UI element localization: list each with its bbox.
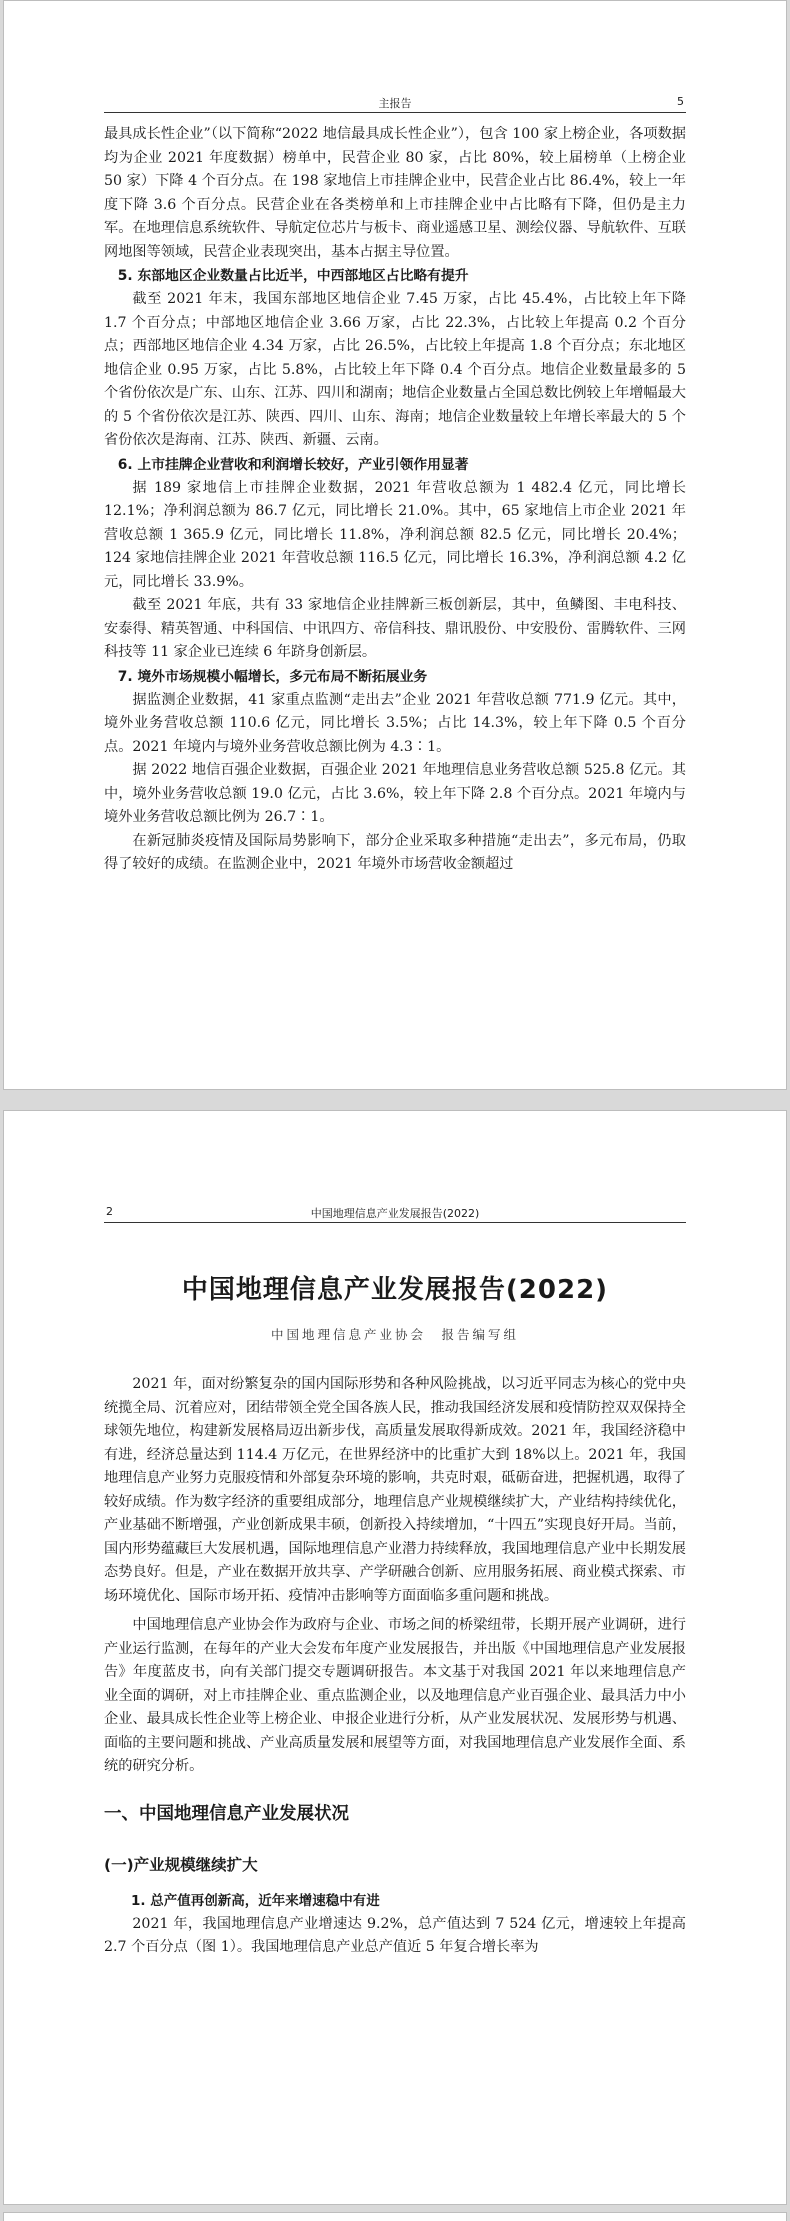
section-heading: (一)产业规模继续扩大 [104,1855,258,1874]
paragraph: 在新冠肺炎疫情及国际局势影响下，部分企业采取多种措施“走出去”，多元布局，仍取得了较好的成绩。在监测企业中，2021 年境外市场营收金额超过 [104,832,686,872]
section-heading: 6. 上市挂牌企业营收和利润增长较好，产业引领作用显著 [117,456,469,473]
header-title: 主报告 [378,97,412,110]
report-title: 中国地理信息产业发展报告(2022) [181,1275,609,1305]
page-number: 5 [677,95,684,108]
paragraph: 2021 年，我国地理信息产业增速达 9.2%，总产值达到 7 524 亿元，增速较上年提高 2.7 个百分点（图 1）。我国地理信息产业总产值近 5 年复合增长率为 [104,1915,686,1955]
running-header [104,1205,686,1223]
chapter-heading: 一、中国地理信息产业发展状况 [104,1803,349,1824]
next-page-edge [3,2212,787,2221]
page-number: 2 [106,1205,113,1218]
paragraph: 2021 年，面对纷繁复杂的国内国际形势和各种风险挑战，以习近平同志为核心的党中央统揽全局、沉着应对，团结带领全党全国各族人民，推动我国经济发展和疫情防控双双保持全球领先地位，构建新发展格局迈出新步伐，高质量发展取得新成效。2021 年，我国经济稳中有进，经济总量达到 114.4 万亿元，在世界经济中的比重扩大到 18%以上。2021 年，我国地理信息产业努力克服疫情和外部复杂环境的影响，共克时艰，砥砺奋进，把握机遇，取得了较好成绩。作为数字经济的重要组成部分，地理信息产业规模继续扩大，产业结构持续优化，产业基础不断增强，产业创新成果丰硕，创新投入持续增加，“十四五”实现良好开局。当前，国内形势蕴藏巨大发展机遇，国际地理信息产业潜力持续释放，我国地理信息产业中长期发展态势良好。但是，产业在数据开放共享、产学研融合创新、应用服务拓展、商业模式探索、市场环境优化、国际市场开拓、疫情冲击影响等方面面临多重问题和挑战。 [104,1376,687,1604]
report-author: 中国地理信息产业协会 报告编写组 [270,1327,519,1342]
page-body [104,123,686,877]
paragraph: 据 189 家地信上市挂牌企业数据，2021 年营收总额为 1 482.4 亿元，同比增长 12.1%；净利润总额为 86.7 亿元，同比增长 21.0%。其中，65 家地信上市企业 2021 年营收总额 1 365.9 亿元，同比增长 11.8%，净利润总额 82.5 亿元，同比增长 20.4%；124 家地信挂牌企业 2021 年营收总额 116.5 亿元，同比增长 16.3%，净利润总额 4.2 亿元，同比增长 33.9%。 [104,479,686,590]
paragraph: 中国地理信息产业协会作为政府与企业、市场之间的桥梁纽带，长期开展产业调研，进行产业运行监测，在每年的产业大会发布年度产业发展报告，并出版《中国地理信息产业发展报告》年度蓝皮书，向有关部门提交专题调研报告。本文基于对我国 2021 年以来地理信息产业全面的调研，对上市挂牌企业、重点监测企业，以及地理信息产业百强企业、最具活力中小企业、最具成长性企业等上榜企业、申报企业进行分析，从产业发展状况、发展形势与机遇、面临的主要问题和挑战、产业高质量发展和展望等方面，对我国地理信息产业发展作全面、系统的研究分析。 [104,1617,686,1774]
section-heading: 5. 东部地区企业数量占比近半，中西部地区占比略有提升 [117,268,469,284]
section-heading: 7. 境外市场规模小幅增长，多元布局不断拓展业务 [117,668,428,685]
running-header [104,95,686,113]
report-page-5 [3,0,787,1090]
report-page-2 [3,1110,787,2205]
page-body [104,1373,686,1960]
paragraph: 截至 2021 年末，我国东部地区地信企业 7.45 万家，占比 45.4%，占比较上年下降 1.7 个百分点；中部地区地信企业 3.66 万家，占比 22.3%，占比较上年提高 0.2 个百分点；西部地区地信企业 4.34 万家，占比 26.5%，占比较上年提高 1.8 个百分点；东北地区地信企业 0.95 万家，占比 5.8%，占比较上年下降 0.4 个百分点。地信企业数量最多的 5 个省份依次是广东、山东、江苏、四川和湖南；地信企业数量占全国总数比例较上年增幅最大的 5 个省份依次是江苏、陕西、四川、山东、海南；地信企业数量较上年增长率最大的 5 个省份依次是海南、江苏、陕西、新疆、云南。 [104,291,686,448]
subsection-heading: 1. 总产值再创新高，近年来增速稳中有进 [131,1892,380,1909]
paragraph: 最具成长性企业”（以下简称“2022 地信最具成长性企业”），包含 100 家上榜企业，各项数据均为企业 2021 年度数据）榜单中，民营企业 80 家，占比 80%，较上届榜单（上榜企业 50 家）下降 4 个百分点。在 198 家地信上市挂牌企业中，民营企业占比 86.4%，较上一年度下降 3.6 个百分点。民营企业在各类榜单和上市挂牌企业中占比略有下降，但仍是主力军。在地理信息系统软件、导航定位芯片与板卡、商业遥感卫星、测绘仪器、导航软件、互联网地图等领域，民营企业表现突出，基本占据主导位置。 [104,126,686,260]
paragraph: 据监测企业数据，41 家重点监测“走出去”企业 2021 年营收总额 771.9 亿元。其中，境外业务营收总额 110.6 亿元，同比增长 3.5%；占比 14.3%，较上年下降 0.5 个百分点。2021 年境内与境外业务营收总额比例为 4.3∶1。 [104,691,686,755]
header-title: 中国地理信息产业发展报告(2022) [310,1207,480,1220]
paragraph: 截至 2021 年底，共有 33 家地信企业挂牌新三板创新层，其中，鱼鳞图、丰电科技、安泰得、精英智通、中科国信、中讯四方、帝信科技、鼎讯股份、中安股份、雷腾软件、三网科技等 11 家企业已连续 6 年跻身创新层。 [104,597,686,660]
paragraph: 据 2022 地信百强企业数据，百强企业 2021 年地理信息业务营收总额 525.8 亿元。其中，境外业务营收总额 19.0 亿元，占比 3.6%，较上年下降 2.8 个百分点。2021 年境内与境外业务营收总额比例为 26.7∶1。 [104,762,686,825]
